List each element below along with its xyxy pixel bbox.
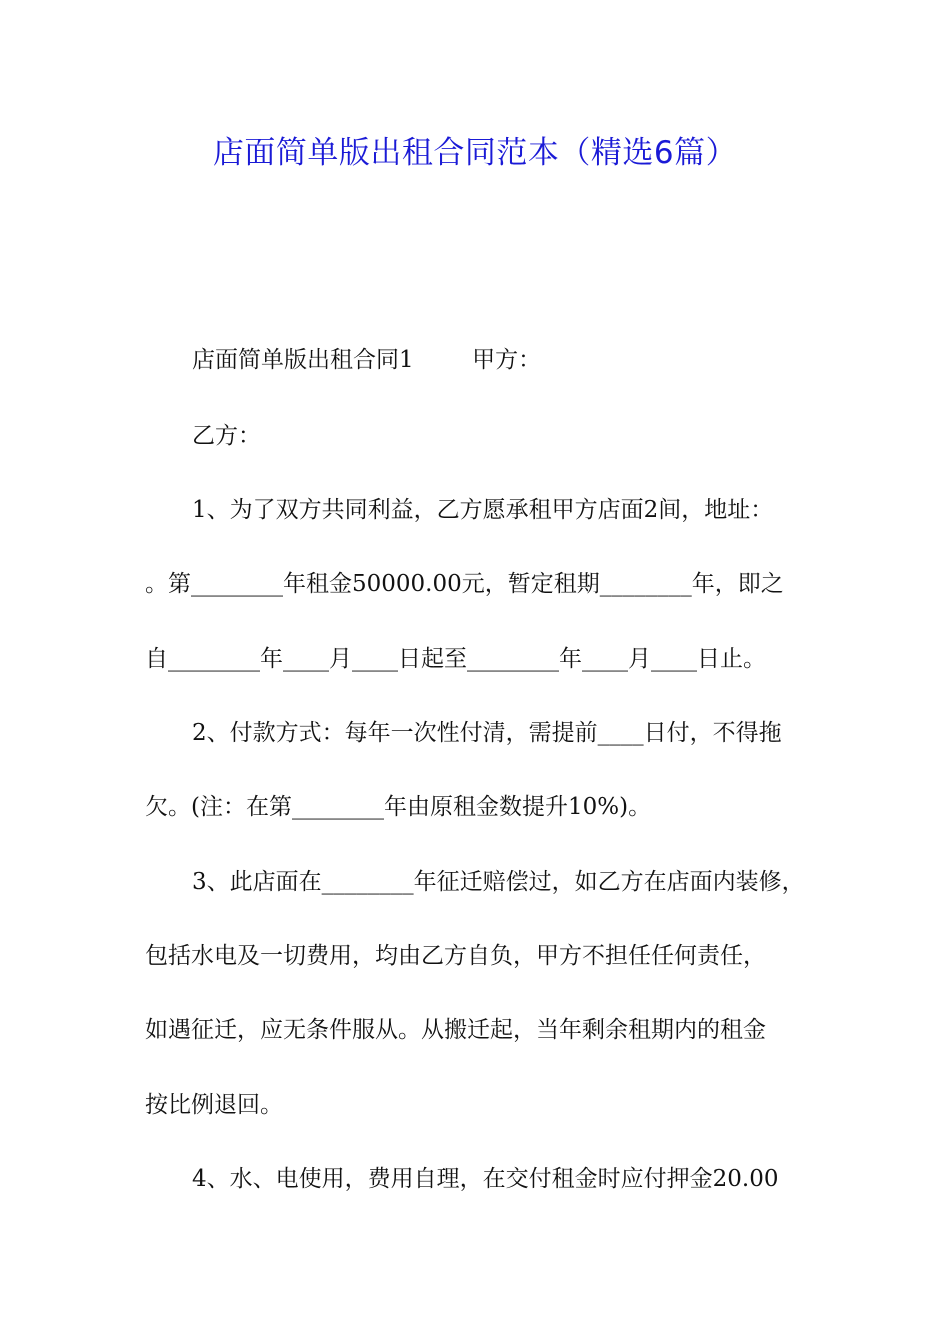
clause-1-line-2: 。第________年租金50000.00元，暂定租期________年，即之 bbox=[145, 571, 784, 597]
clause-2-line-2: 欠。(注：在第________年由原租金数提升10%)。 bbox=[145, 794, 652, 820]
contract-heading-line: 店面简单版出租合同1 甲方： bbox=[192, 347, 542, 373]
clause-3-line-1: 3、此店面在________年征迁赔偿过，如乙方在店面内装修， bbox=[192, 869, 805, 895]
clause-2-line-1: 2、付款方式：每年一次性付清，需提前____日付，不得拖 bbox=[192, 720, 782, 746]
clause-3-line-4: 按比例退回。 bbox=[145, 1092, 283, 1118]
clause-3-line-2: 包括水电及一切费用，均由乙方自负，甲方不担任任何责任， bbox=[145, 943, 766, 969]
document-title: 店面简单版出租合同范本（精选6篇） bbox=[212, 135, 738, 171]
clause-1-line-3: 自________年____月____日起至________年____月____日止。 bbox=[145, 646, 766, 672]
clause-4-line-1: 4、水、电使用，费用自理，在交付租金时应付押金20.00 bbox=[192, 1166, 779, 1192]
clause-1-line-1: 1、为了双方共同利益，乙方愿承租甲方店面2间，地址： bbox=[192, 497, 774, 523]
clause-3-line-3: 如遇征迁，应无条件服从。从搬迁起，当年剩余租期内的租金 bbox=[145, 1017, 766, 1043]
party-b-line: 乙方： bbox=[192, 423, 261, 449]
